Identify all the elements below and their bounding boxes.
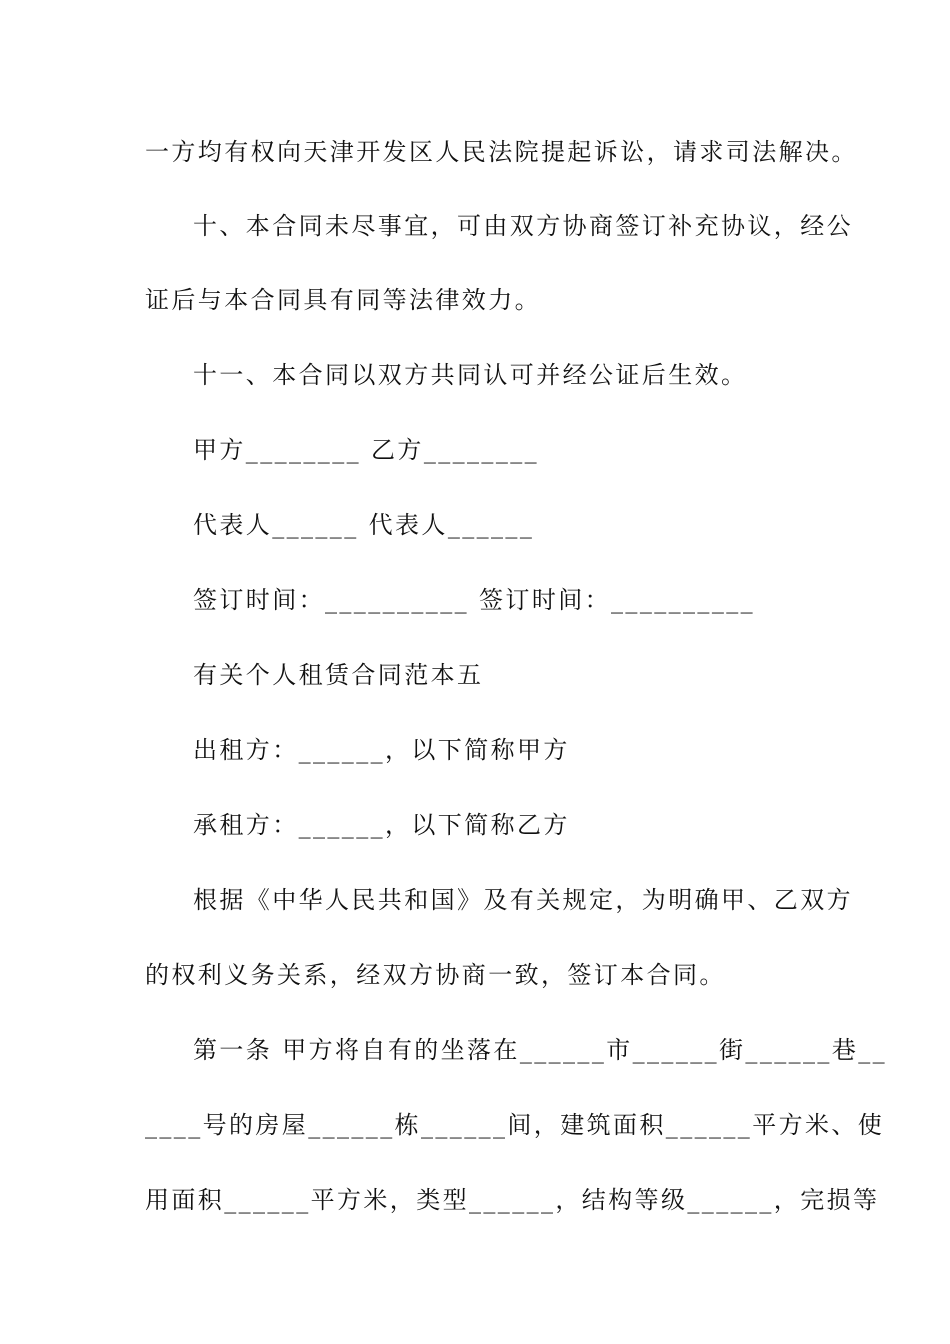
article-1-line-1: 第一条 甲方将自有的坐落在______市______街______巷__: [193, 1036, 888, 1064]
signature-party-line: 甲方________ 乙方________: [193, 436, 540, 464]
text-line-1: 一方均有权向天津开发区人民法院提起诉讼，请求司法解决。: [145, 138, 858, 166]
preamble-line-1: 根据《中华人民共和国》及有关规定，为明确甲、乙双方: [193, 886, 853, 914]
lessee-line: 承租方：______，以下简称乙方: [193, 811, 570, 839]
article-1-line-3: 用面积______平方米，类型______，结构等级______，完损等: [145, 1186, 880, 1214]
signature-representative-line: 代表人______ 代表人______: [193, 511, 535, 539]
contract-title: 有关个人租赁合同范本五: [193, 661, 484, 689]
article-1-line-2: ____号的房屋______栋______间，建筑面积______平方米、使: [145, 1111, 885, 1139]
preamble-line-2: 的权利义务关系，经双方协商一致，签订本合同。: [145, 961, 726, 989]
clause-10-line-1: 十、本合同未尽事宜，可由双方协商签订补充协议，经公: [193, 212, 853, 240]
clause-10-line-2: 证后与本合同具有同等法律效力。: [145, 286, 541, 314]
lessor-line: 出租方：______，以下简称甲方: [193, 736, 570, 764]
clause-11: 十一、本合同以双方共同认可并经公证后生效。: [193, 361, 748, 389]
signature-date-line: 签订时间：__________ 签订时间：__________: [193, 586, 756, 614]
